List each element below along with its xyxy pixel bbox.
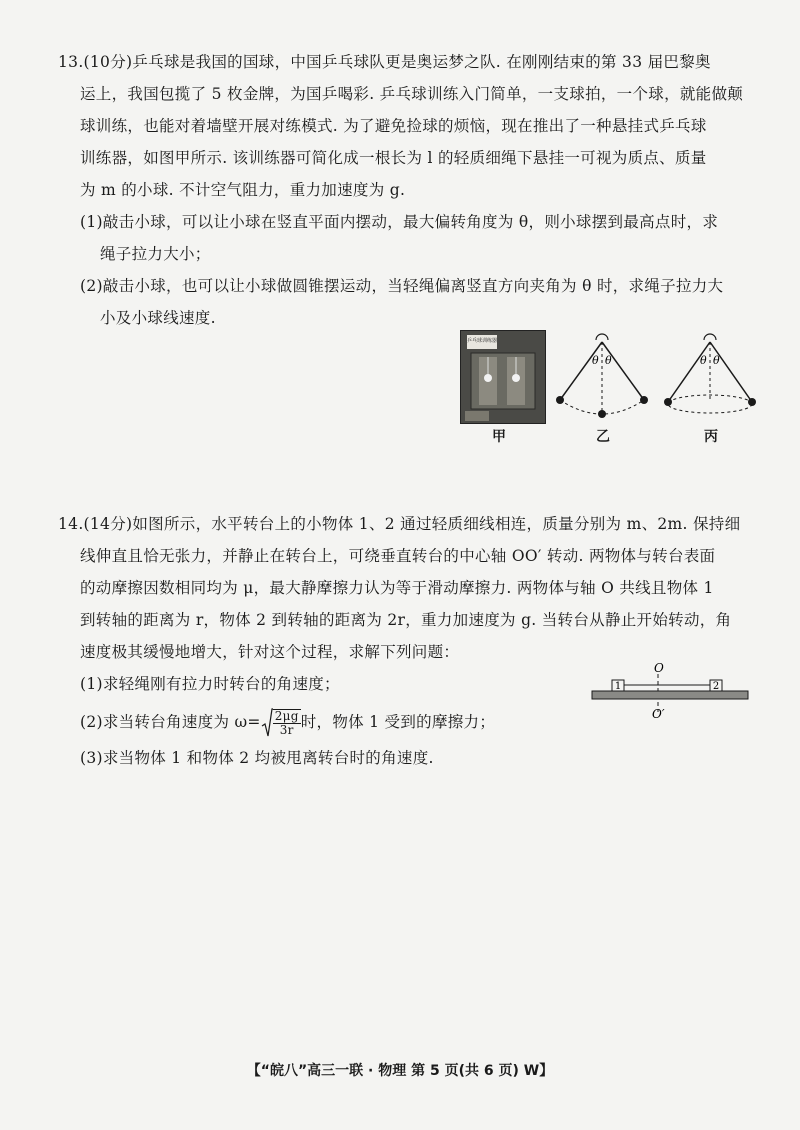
fig-label-jia: 甲 — [492, 429, 506, 445]
q14-sub2-post: 时，物体 1 受到的摩擦力； — [300, 713, 496, 731]
q14-line-5: 速度极其缓慢地增大，针对这个过程，求解下列问题： — [80, 643, 460, 661]
fig-label-yi: 乙 — [596, 429, 610, 445]
fig-label-bing: 丙 — [704, 429, 718, 445]
q13-sub2-line-2: 小及小球线速度. — [100, 309, 216, 327]
turntable-drawing — [590, 660, 750, 720]
q13-line-2: 运上，我国包揽了 5 枚金牌，为国乒喝彩. 乒乓球训练入门简单，一支球拍，一个球，就能做颠 — [80, 85, 744, 103]
q14-sub2 — [80, 708, 495, 738]
axis-label-top: O — [654, 661, 664, 675]
theta-right-bing: θ — [713, 354, 720, 367]
theta-right-yi: θ — [605, 354, 612, 367]
axis-label-bottom: O′ — [652, 707, 665, 720]
sqrt-sign — [261, 708, 273, 738]
q13-line-4: 训练器，如图甲所示. 该训练器可简化成一根长为 l 的轻质细绳下悬挂一可视为质点、质量 — [80, 149, 707, 167]
q13-line-3: 球训练，也能对着墙壁开展对练模式. 为了避免捡球的烦恼，现在推出了一种悬挂式乒乓球 — [80, 117, 707, 135]
q13-sub2-line-1: (2)敲击小球，也可以让小球做圆锥摆运动，当轻绳偏离竖直方向夹角为 θ 时，求绳子拉力大 — [80, 277, 724, 295]
sqrt-fraction — [273, 709, 301, 737]
conical-pendulum-diagram — [660, 330, 760, 425]
q13-sub1-line-2: 绳子拉力大小； — [100, 245, 211, 263]
fraction-denominator: 3r — [279, 723, 294, 737]
trainer-photo — [460, 330, 546, 424]
q14-line-2: 线伸直且恰无张力，并静止在转台上，可绕垂直转台的中心轴 OO′ 转动. 两物体与转台表面 — [80, 547, 716, 565]
q14-sub3: (3)求当物体 1 和物体 2 均被甩离转台时的角速度. — [80, 749, 434, 767]
block-1-label: 1 — [614, 681, 622, 692]
q14-line-4: 到转轴的距离为 r，物体 2 到转轴的距离为 2r，重力加速度为 g. 当转台从静止开始转动，角 — [80, 611, 732, 629]
theta-left-bing: θ — [700, 354, 707, 367]
trainer-photo-caption: 乒乓球训练器 — [466, 338, 498, 344]
block-2-label: 2 — [712, 681, 720, 692]
q13-line-5: 为 m 的小球. 不计空气阻力，重力加速度为 g. — [80, 181, 406, 199]
fraction-numerator: 2μg — [274, 709, 299, 723]
turntable-diagram — [590, 660, 750, 720]
q13-line-1: 13.(10分)乒乓球是我国的国球，中国乒乓球队更是奥运梦之队. 在刚刚结束的第 33 届巴黎奥 — [58, 53, 711, 71]
q13-sub1-line-1: (1)敲击小球，可以让小球在竖直平面内摆动，最大偏转角度为 θ，则小球摆到最高点时，求 — [80, 213, 719, 231]
q13-figures — [452, 330, 762, 445]
theta-left-yi: θ — [592, 354, 599, 367]
trainer-photo-drawing — [461, 331, 545, 423]
q14-line-3: 的动摩擦因数相同均为 μ，最大静摩擦力认为等于滑动摩擦力. 两物体与轴 O 共线且物体 1 — [80, 579, 714, 597]
q14-sub2-pre: (2)求当转台角速度为 ω= — [80, 713, 261, 731]
page-footer: 【“皖八”高三一联 · 物理 第 5 页(共 6 页) W】 — [246, 1063, 554, 1079]
sqrt-expression — [261, 708, 301, 738]
q14-sub1: (1)求轻绳刚有拉力时转台的角速度； — [80, 675, 340, 693]
pendulum-diagram — [552, 330, 652, 425]
q14-line-1: 14.(14分)如图所示，水平转台上的小物体 1、2 通过轻质细线相连，质量分别为 m、2m. 保持细 — [58, 515, 741, 533]
